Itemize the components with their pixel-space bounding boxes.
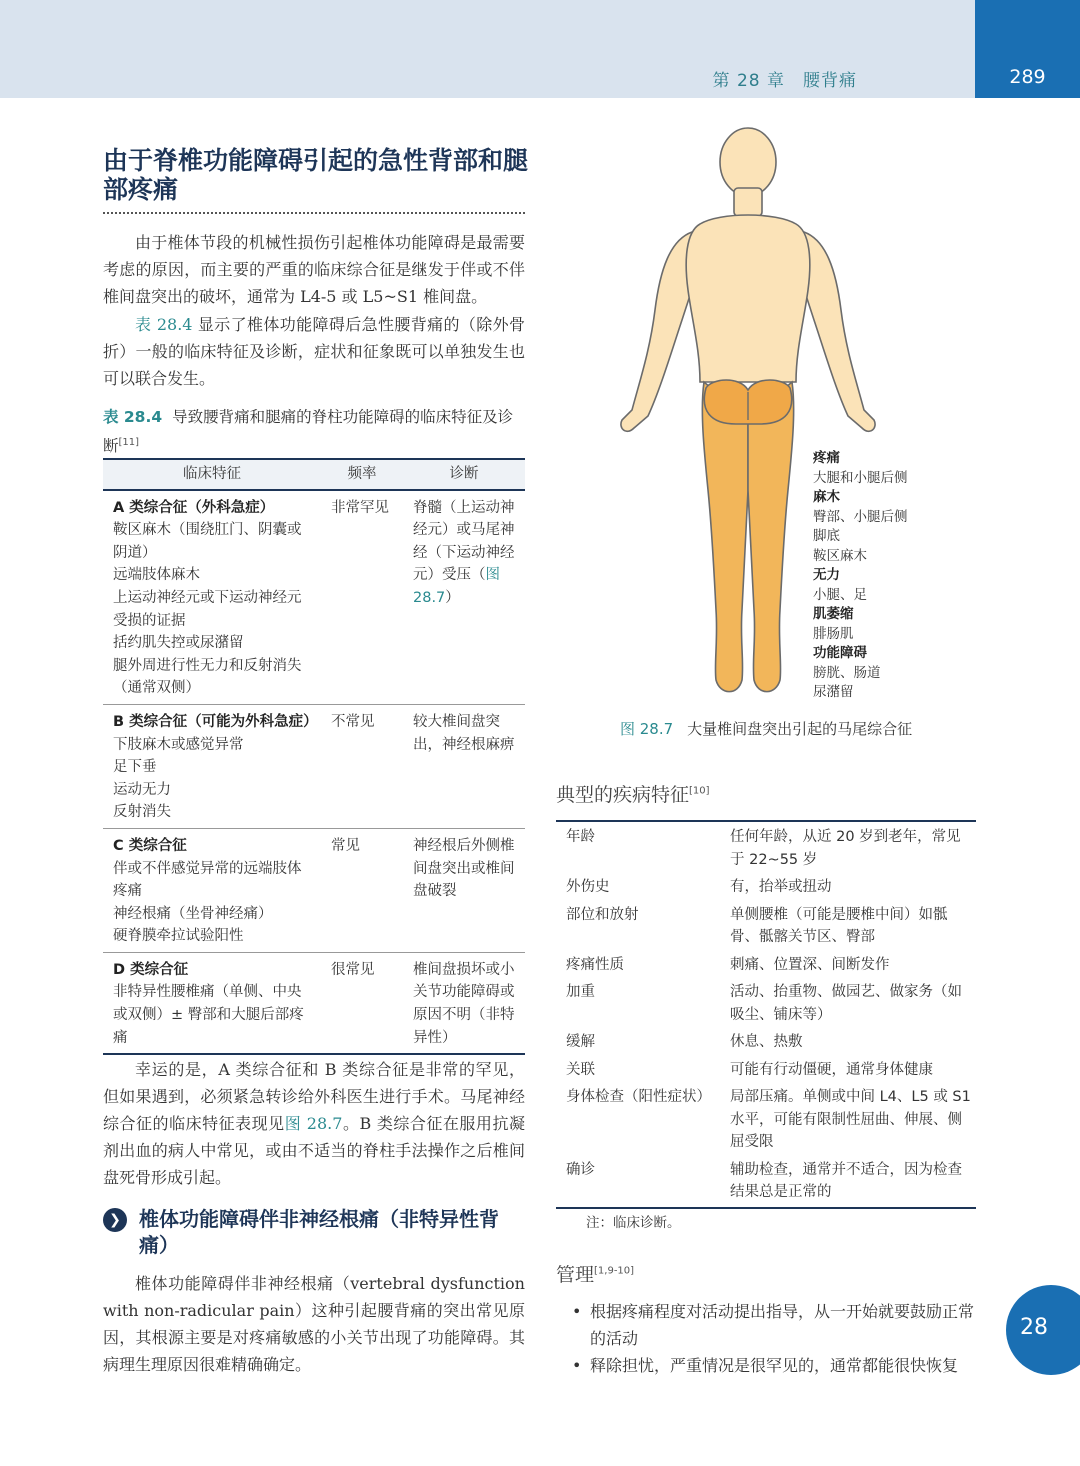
- feature-line: 运动无力: [113, 781, 171, 798]
- diagnosis-cell: 较大椎间盘突出，神经根麻痹: [403, 704, 525, 828]
- clinical-features-table: [103, 458, 525, 1055]
- group-title: B 类综合征（可能为外科急症）: [113, 713, 318, 730]
- feature-line: 括约肌失控或尿潴留: [113, 635, 244, 652]
- annotation-line: 大腿和小腿后侧: [813, 469, 908, 486]
- group-title: C 类综合征: [113, 837, 187, 854]
- feature-value: 局部压痛。单侧或中间 L4、L5 或 S1 水平，可能有限制性屈曲、伸展、侧屈受限: [730, 1089, 971, 1150]
- feature-value: 休息、热敷: [730, 1034, 803, 1050]
- subsection-heading: ❯ 椎体功能障碍伴非神经根痛（非特异性背痛）: [103, 1206, 528, 1258]
- page-number: 289: [1009, 66, 1046, 88]
- feature-line: 反射消失: [113, 804, 171, 821]
- feature-line: 上运动神经元或下运动神经元受损的证据: [113, 589, 302, 629]
- diagnosis-cell: 椎间盘损坏或小关节功能障碍或原因不明（非特异性）: [403, 952, 525, 1054]
- feature-value: 有，抬举或扭动: [730, 879, 832, 895]
- feature-key: 缓解: [566, 1034, 595, 1050]
- table-row: [556, 821, 976, 874]
- table-row: [103, 490, 525, 705]
- feature-value: 刺痛、位置深、间断发作: [730, 956, 890, 973]
- chapter-side-tab: [1006, 1285, 1080, 1375]
- annotation-line: 臀部、小腿后侧: [813, 508, 908, 525]
- table-row: [556, 1084, 976, 1157]
- paragraph-2: 表 28.4 显示了椎体功能障碍后急性腰背痛的（除外骨折）一般的临床特征及诊断，症状和征象既可以单独发生也可以联合发生。: [103, 315, 525, 388]
- frequency-cell: 很常见: [321, 952, 403, 1054]
- feature-value: 可能有行动僵硬，通常身体健康: [730, 1061, 933, 1078]
- table-row: [556, 874, 976, 902]
- figure-caption: 图 28.7 大量椎间盘突出引起的马尾综合征: [620, 720, 913, 738]
- feature-line: 腿外周进行性无力和反射消失（通常双侧）: [113, 657, 302, 697]
- feature-key: 关联: [566, 1061, 595, 1078]
- annotation-heading: 疼痛: [813, 450, 840, 466]
- table-caption: 表 28.4 导致腰背痛和腿痛的脊柱功能障碍的临床特征及诊断[11]: [103, 408, 514, 456]
- feature-value: 任何年龄，从近 20 岁到老年，常见于 22~55 岁: [720, 821, 976, 874]
- column-header: 临床特征: [103, 459, 321, 490]
- group-title: A 类综合征（外科急症）: [113, 499, 275, 516]
- feature-value: 活动、抬重物、做园艺、做家务（如吸尘、铺床等）: [730, 984, 962, 1023]
- feature-key: 疼痛性质: [566, 956, 624, 973]
- page-number-box: [975, 0, 1080, 98]
- table-label: 表 28.4: [103, 408, 163, 426]
- feature-key: 身体检查（阳性症状）: [566, 1089, 711, 1105]
- table-row: [103, 828, 525, 952]
- feature-line: 非特异性腰椎痛（单侧、中央或双侧）± 臀部和大腿后部疼痛: [113, 984, 304, 1046]
- feature-line: 鞍区麻木（围绕肛门、阴囊或阴道）: [113, 522, 302, 561]
- table-row: [103, 704, 525, 828]
- section-marker-icon: ❯: [103, 1208, 127, 1232]
- annotation-heading: 功能障碍: [813, 645, 867, 661]
- chapter-tab-number: 28: [1020, 1315, 1048, 1340]
- annotation-heading: 麻木: [813, 489, 840, 505]
- feature-line: 硬脊膜牵拉试验阳性: [113, 928, 244, 945]
- diagnosis-cell: 神经根后外侧椎间盘突出或椎间盘破裂: [403, 828, 525, 952]
- feature-key: 加重: [566, 984, 595, 1000]
- annotation-heading: 无力: [813, 567, 840, 583]
- feature-line: 足下垂: [113, 759, 157, 776]
- frequency-cell: 非常罕见: [321, 490, 403, 705]
- table-row: [556, 1157, 976, 1208]
- typical-features-heading: 典型的疾病特征[10]: [556, 784, 710, 806]
- feature-line: 下肢麻木或感觉异常: [113, 736, 244, 753]
- paragraph-1: 由于椎体节段的机械性损伤引起椎体功能障碍是最需要考虑的原因，而主要的严重的临床综合征是继发于伴或不伴椎间盘突出的破坏，通常为 L4-5 或 L5~S1 椎间盘。: [103, 233, 525, 306]
- section-title: 由于脊椎功能障碍引起的急性背部和腿部疼痛: [103, 146, 529, 204]
- feature-key: 确诊: [556, 1157, 720, 1208]
- list-item: • 根据疼痛程度对活动提出指导，从一开始就要鼓励正常的活动: [568, 1298, 983, 1352]
- table-row: [556, 1029, 976, 1057]
- figure-link[interactable]: 图 28.7: [284, 1114, 343, 1133]
- frequency-cell: 不常见: [321, 704, 403, 828]
- table-row: [556, 979, 976, 1029]
- annotation-line: 鞍区麻木: [813, 547, 867, 564]
- annotation-line: 尿潴留: [813, 684, 854, 700]
- table-row: [103, 952, 525, 1054]
- feature-key: 年龄: [556, 821, 720, 874]
- table-row: [556, 1057, 976, 1085]
- table-row: [556, 902, 976, 952]
- figure-label: 图 28.7: [620, 720, 674, 738]
- diagnosis-cell: 脊髓（上运动神经元）或马尾神经（下运动神经元）受压（图 28.7）: [403, 490, 525, 705]
- chapter-title: 第 28 章 腰背痛: [712, 71, 857, 91]
- table-header-row: [103, 459, 525, 490]
- typical-features-table: [556, 820, 976, 1209]
- feature-value: 单侧腰椎（可能是腰椎中间）如骶骨、骶髂关节区、臀部: [730, 906, 948, 945]
- management-heading: 管理[1,9-10]: [556, 1264, 635, 1286]
- annotation-line: 腓肠肌: [813, 625, 854, 642]
- table-reference: [11]: [118, 437, 140, 448]
- annotation-heading: 肌萎缩: [813, 606, 854, 622]
- table-note: 注：临床诊断。: [586, 1215, 681, 1231]
- annotation-line: 膀胱、肠道: [813, 664, 881, 681]
- table-link[interactable]: 表 28.4: [135, 315, 193, 334]
- paragraph-3: 幸运的是，A 类综合征和 B 类综合征是非常的罕见，但如果遇到，必须紧急转诊给外科医生进行手术。马尾神经综合征的临床特征表现见图 28.7。B 类综合征在服用抗凝剂出血的病人中常见，或由不适当的脊柱手法操作之后椎间盘死骨形成引起。: [103, 1060, 525, 1187]
- management-list: [568, 1298, 983, 1379]
- feature-line: 神经根痛（坐骨神经痛）: [113, 905, 273, 922]
- page-header: [0, 0, 975, 98]
- column-header: 诊断: [403, 459, 525, 490]
- column-header: 频率: [321, 459, 403, 490]
- annotation-line: 脚底: [813, 528, 840, 544]
- paragraph-4: 椎体功能障碍伴非神经根痛（vertebral dysfunction with non-radicular pain）这种引起腰背痛的突出常见原因，其根源主要是对疼痛敏感的小关节出现了功能障碍。其病理生理原因很难精确确定。: [103, 1274, 525, 1374]
- feature-value: 辅助检查，通常并不适合，因为检查结果总是正常的: [720, 1157, 976, 1208]
- annotation-line: 小腿、足: [813, 586, 867, 603]
- title-divider: [103, 212, 525, 214]
- figure-annotations: [813, 449, 908, 703]
- feature-key: 外伤史: [566, 879, 610, 895]
- frequency-cell: 常见: [321, 828, 403, 952]
- figure-link[interactable]: 图 28.7: [413, 567, 500, 606]
- table-row: [556, 952, 976, 980]
- feature-line: 远端肢体麻木: [113, 567, 200, 584]
- list-item: • 释除担忧，严重情况是很罕见的，通常都能很快恢复: [568, 1352, 983, 1379]
- feature-key: 部位和放射: [566, 906, 639, 923]
- feature-line: 伴或不伴感觉异常的远端肢体疼痛: [113, 860, 302, 900]
- group-title: D 类综合征: [113, 961, 189, 978]
- bullet-icon: •: [572, 1356, 582, 1375]
- bullet-icon: •: [572, 1302, 582, 1321]
